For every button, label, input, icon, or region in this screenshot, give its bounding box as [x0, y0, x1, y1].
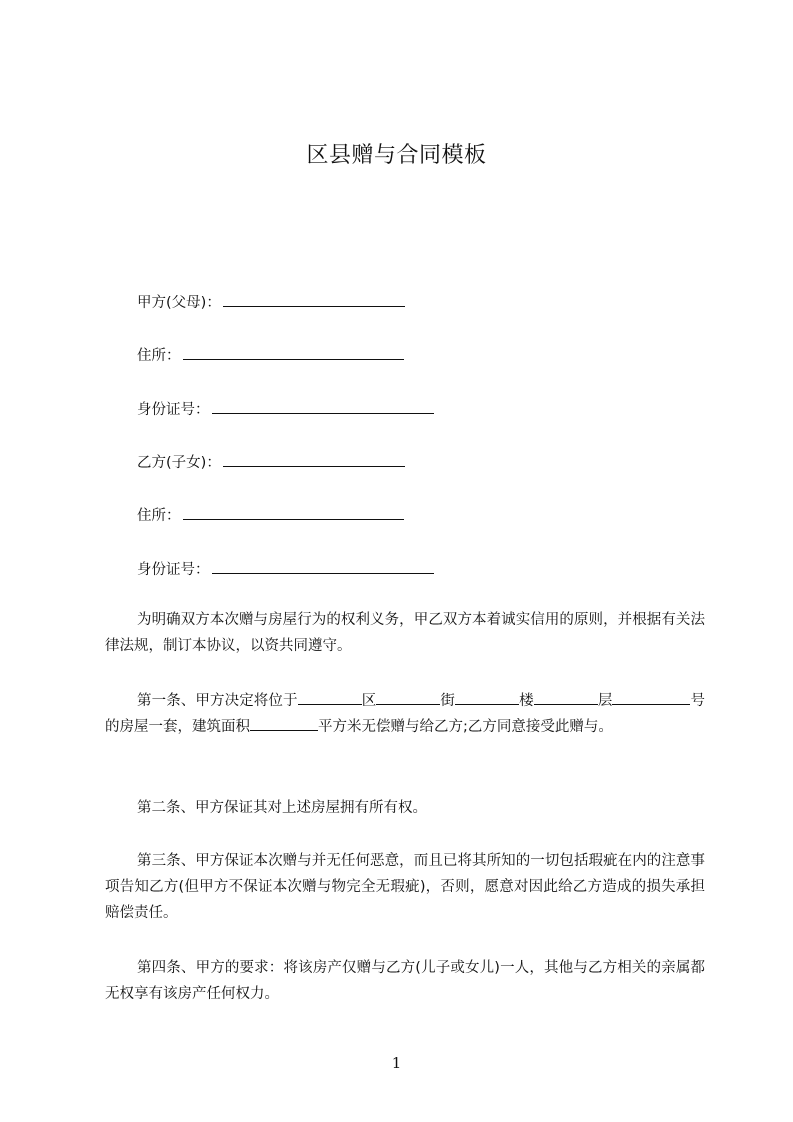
floor-blank — [534, 690, 598, 705]
street-label: 街 — [440, 693, 456, 709]
district-label: 区 — [361, 693, 377, 709]
floor-label: 层 — [597, 693, 613, 709]
article-1-prefix: 第一条、甲方决定将位于 — [137, 693, 298, 709]
number-blank — [612, 690, 690, 705]
party-b-id-label: 身份证号： — [137, 562, 210, 578]
preamble-paragraph — [105, 607, 705, 659]
party-a-label: 甲方(父母)： — [137, 295, 221, 311]
party-b-address-label: 住所： — [137, 508, 181, 524]
party-b-id-blank — [212, 559, 434, 574]
party-b-address-blank — [183, 505, 404, 520]
party-a-id-label: 身份证号： — [137, 402, 210, 418]
party-a-address-blank — [183, 345, 404, 360]
party-a-address-label: 住所： — [137, 348, 181, 364]
article-1-tail: 平方米无偿赠与给乙方;乙方同意接受此赠与。 — [318, 719, 613, 735]
party-a-id-blank — [212, 399, 434, 414]
party-a-field — [137, 292, 405, 313]
building-blank — [455, 690, 519, 705]
article-2-paragraph — [105, 795, 705, 821]
number-label: 号的房屋一套，建筑面积 — [105, 693, 706, 735]
party-b-blank — [223, 452, 405, 467]
party-a-id-field — [137, 399, 434, 420]
document-title: 区县赠与合同模板 — [306, 143, 487, 168]
street-blank — [376, 690, 440, 705]
article-4-text: 第四条、甲方的要求：将该房产仅赠与乙方(儿子或女儿)一人，其他与乙方相关的亲属都无权享有该房产任何权力。 — [105, 960, 705, 1002]
building-label: 楼 — [519, 693, 534, 709]
article-4-paragraph — [105, 955, 705, 1007]
party-b-id-field — [137, 559, 434, 580]
article-2-text: 第二条、甲方保证其对上述房屋拥有所有权。 — [137, 800, 427, 816]
party-b-field — [137, 452, 405, 473]
district-blank — [298, 690, 362, 705]
page-number: 1 — [391, 1054, 402, 1072]
party-a-blank — [223, 292, 405, 307]
preamble-text: 为明确双方本次赠与房屋行为的权利义务，甲乙双方本着诚实信用的原则，并根据有关法律法规，制订本协议，以资共同遵守。 — [105, 612, 705, 654]
party-b-address-field — [137, 505, 404, 526]
article-3-text: 第三条、甲方保证本次赠与并无任何恶意，而且已将其所知的一切包括瑕疵在内的注意事项告知乙方(但甲方不保证本次赠与物完全无瑕疵)，否则，愿意对因此给乙方造成的损失承担赔偿责任。 — [105, 853, 705, 921]
party-b-label: 乙方(子女)： — [137, 455, 221, 471]
article-1-text — [105, 688, 705, 740]
area-blank — [250, 716, 318, 731]
article-3-paragraph — [105, 848, 705, 926]
article-1-paragraph — [105, 688, 705, 740]
party-a-address-field — [137, 345, 404, 366]
